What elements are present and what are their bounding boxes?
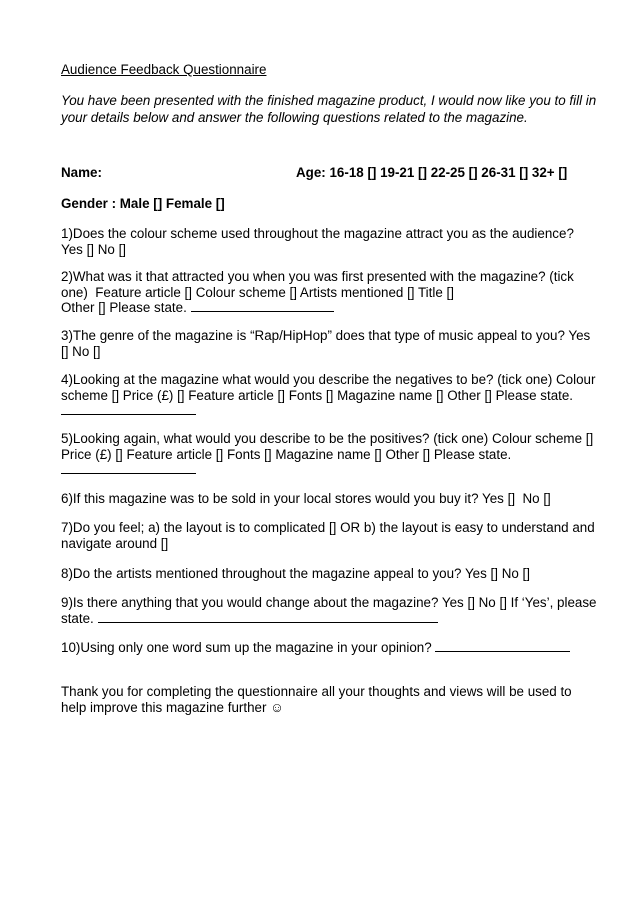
q7-line-1: 7)Do you feel; a) the layout is to complicated [] OR b) the layout is easy to understand and	[61, 520, 595, 535]
q4-answer-blank[interactable]	[61, 402, 196, 415]
intro-line-2: your details below and answer the following questions related to the magazine.	[61, 110, 528, 125]
intro-line-1: You have been presented with the finished magazine product, I would now like you to fill in	[61, 93, 597, 108]
q5-line-1: 5)Looking again, what would you describe to be the positives? (tick one) Colour scheme []	[61, 431, 594, 446]
closing-line-2: help improve this magazine further ☺	[61, 700, 284, 715]
q2-answer-blank[interactable]	[191, 299, 334, 312]
name-label: Name:	[61, 165, 102, 180]
q8-line: 8)Do the artists mentioned throughout the magazine appeal to you? Yes [] No []	[61, 566, 530, 581]
q5-line-2: Price (£) [] Feature article [] Fonts [] Magazine name [] Other [] Please state.	[61, 447, 512, 462]
q1-line-2: Yes [] No []	[61, 242, 127, 257]
closing-line-1: Thank you for completing the questionnaire all your thoughts and views will be used to	[61, 684, 572, 699]
q4-line-2: scheme [] Price (£) [] Feature article [] Fonts [] Magazine name [] Other [] Please state.	[61, 388, 574, 403]
q9-line-1: 9)Is there anything that you would change about the magazine? Yes [] No [] If ‘Yes’, please	[61, 595, 597, 610]
q2-line-3-text: Other [] Please state.	[61, 300, 187, 315]
q2-line-3	[61, 299, 334, 316]
q3-line-1: 3)The genre of the magazine is “Rap/HipHop” does that type of music appeal to you? Yes	[61, 328, 591, 343]
q4-line-1: 4)Looking at the magazine what would you describe the negatives to be? (tick one) Colour	[61, 372, 596, 387]
q3-line-2: [] No []	[61, 344, 101, 359]
q2-line-1: 2)What was it that attracted you when you was first presented with the magazine? (tick	[61, 269, 574, 284]
q10-answer-blank[interactable]	[435, 639, 570, 652]
q1-line-1: 1)Does the colour scheme used throughout the magazine attract you as the audience?	[61, 226, 574, 241]
q9-answer-blank[interactable]	[98, 610, 438, 623]
q10-text: 10)Using only one word sum up the magazine in your opinion?	[61, 640, 432, 655]
age-label: Age: 16-18 [] 19-21 [] 22-25 [] 26-31 [] 32+ []	[296, 165, 568, 180]
q6-line: 6)If this magazine was to be sold in your local stores would you buy it? Yes [] No []	[61, 491, 551, 506]
q4-answer-line	[61, 402, 196, 419]
q5-answer-line	[61, 461, 196, 478]
q9-line-2-text: state.	[61, 611, 94, 626]
q2-line-2: one) Feature article [] Colour scheme [] Artists mentioned [] Title []	[61, 285, 454, 300]
q7-line-2: navigate around []	[61, 536, 169, 551]
q9-line-2	[61, 610, 438, 627]
q10-line	[61, 639, 570, 656]
q5-answer-blank[interactable]	[61, 461, 196, 474]
gender-label: Gender : Male [] Female []	[61, 196, 225, 211]
document-title: Audience Feedback Questionnaire	[61, 62, 267, 77]
